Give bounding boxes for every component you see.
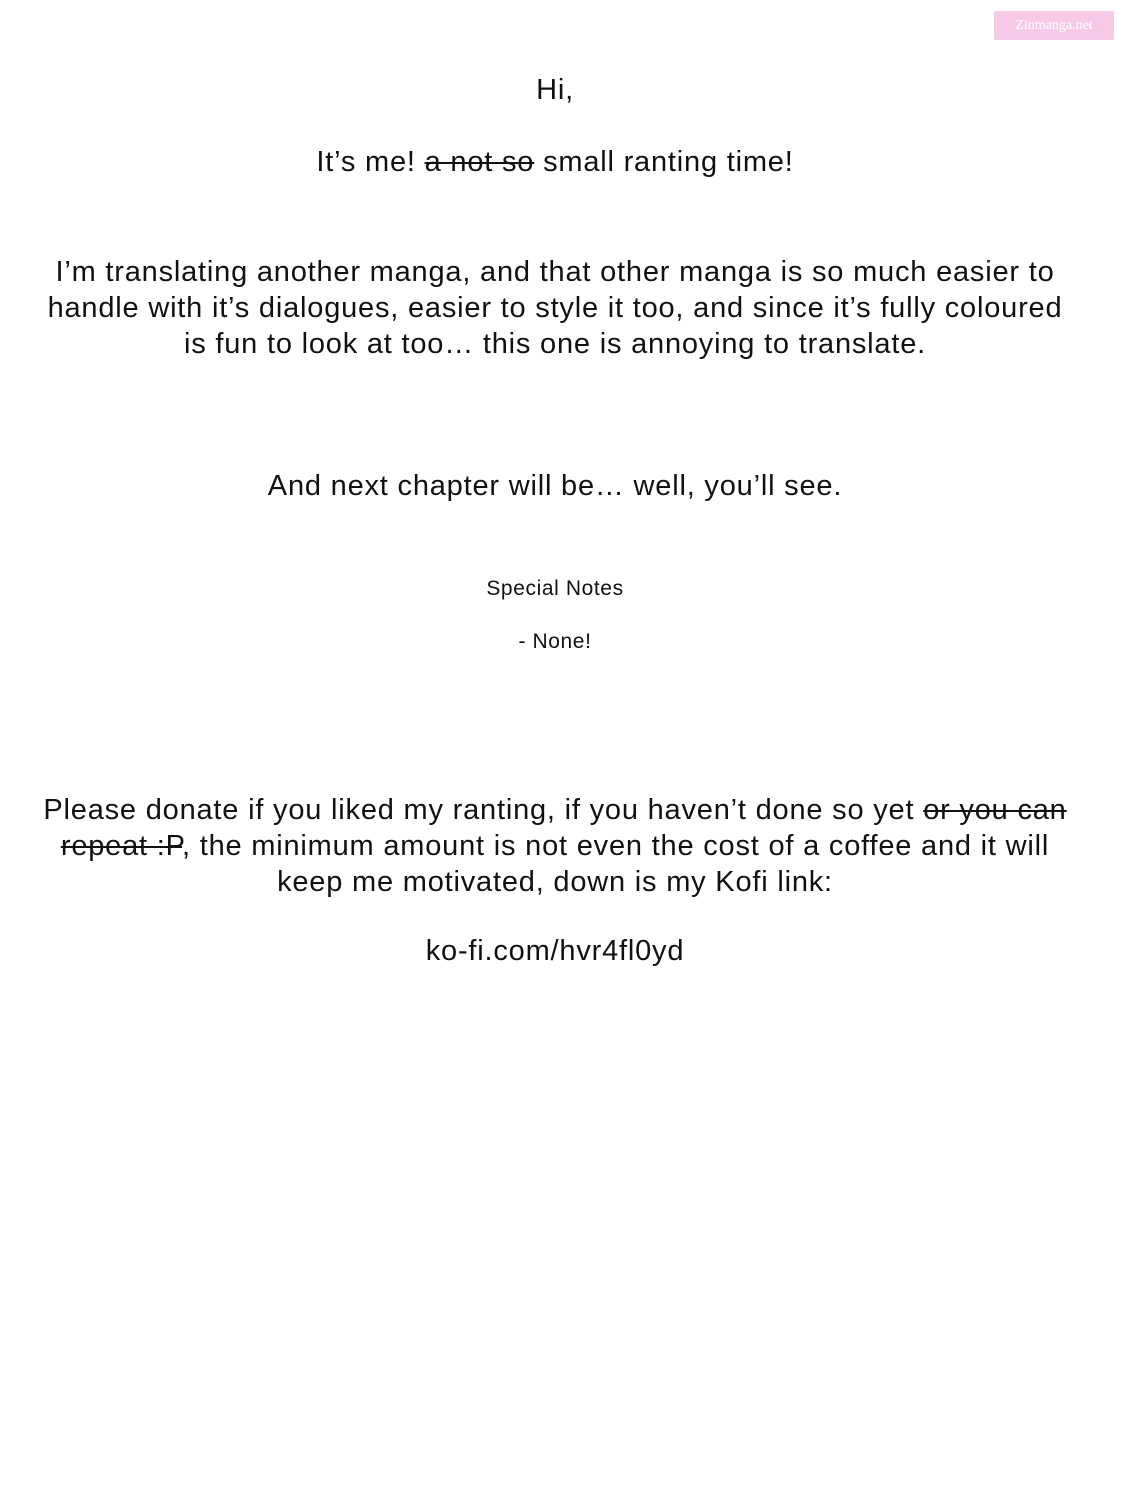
- next-chapter-line: And next chapter will be… well, you’ll see.: [267, 470, 843, 502]
- intro-struck-text: a not so: [424, 146, 535, 178]
- watermark-badge: Zinmanga.net: [994, 11, 1114, 40]
- special-notes-heading: Special Notes: [486, 577, 624, 600]
- donate-text: Please donate if you liked my ranting, if you haven’t done so yet: [43, 794, 924, 826]
- special-notes-item: - None!: [518, 630, 592, 653]
- donate-text-end: , the minimum amount is not even the cost of a coffee and it will keep me motivated, down is my Kofi link:: [182, 830, 1050, 898]
- donate-struck-text: or you can repeat :P: [60, 794, 1067, 862]
- greeting: Hi,: [536, 74, 574, 106]
- donate-paragraph: [40, 792, 1070, 900]
- kofi-link[interactable]: ko-fi.com/hvr4fl0yd: [425, 935, 685, 967]
- rant-paragraph: I’m translating another manga, and that other manga is so much easier to handle with it’s dialogues, easier to style it too, and since it’s fully coloured is fun to look at too… this one is annoying to translate.: [47, 256, 1063, 360]
- intro-line: [0, 146, 1110, 179]
- intro-text: It’s me!: [316, 146, 425, 178]
- intro-text-end: small ranting time!: [534, 146, 794, 178]
